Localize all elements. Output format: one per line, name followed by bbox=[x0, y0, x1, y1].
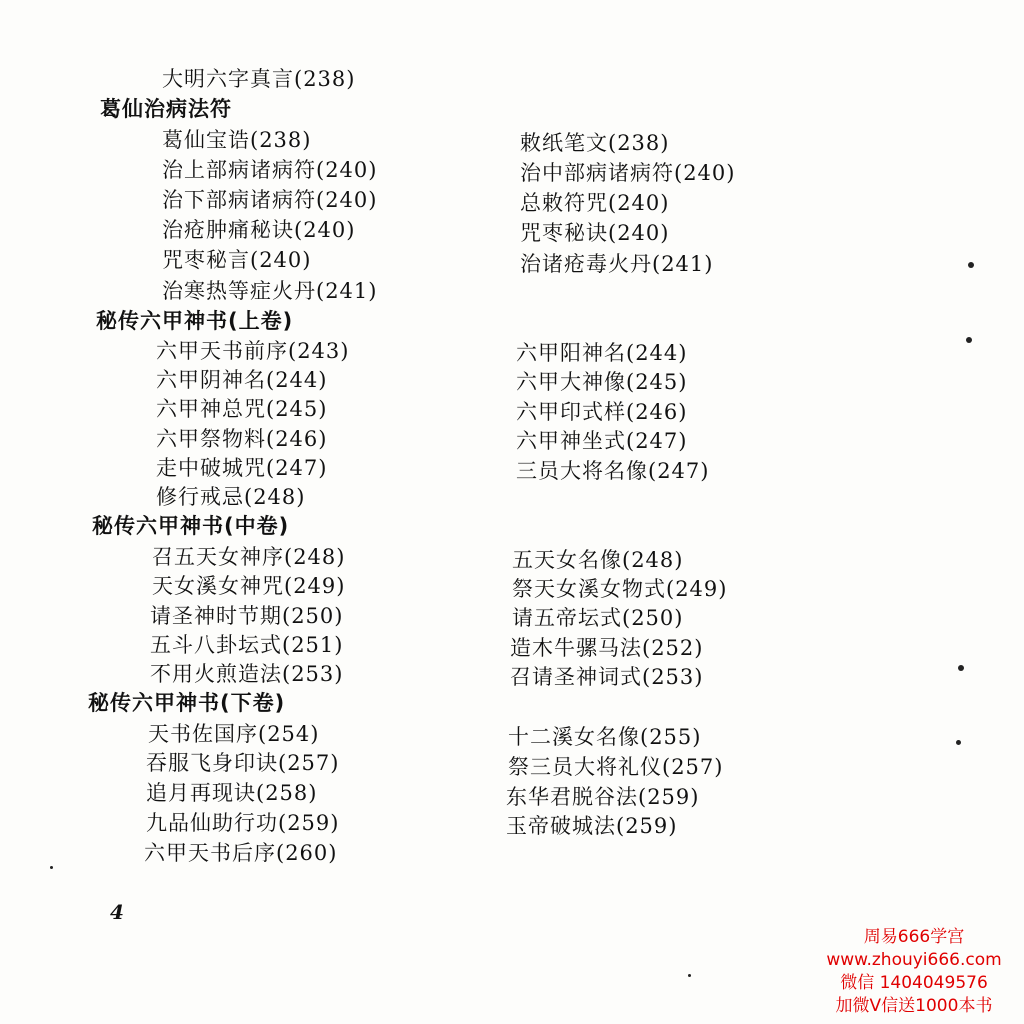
toc-entry: 治上部病诸病符(240) bbox=[162, 158, 378, 182]
watermark-line: 周易666学宫 bbox=[863, 927, 965, 947]
watermark-line: 加微V信送1000本书 bbox=[835, 996, 993, 1016]
toc-entry: 请五帝坛式(250) bbox=[512, 606, 684, 630]
toc-entry: 治中部病诸病符(240) bbox=[520, 161, 736, 185]
toc-entry: 修行戒忌(248) bbox=[156, 485, 306, 509]
toc-entry: 召请圣神词式(253) bbox=[510, 665, 704, 689]
watermark bbox=[814, 926, 1014, 1018]
toc-entry: 治下部病诸病符(240) bbox=[162, 188, 378, 212]
toc-entry: 葛仙宝诰(238) bbox=[162, 128, 312, 152]
toc-entry: 造木牛骡马法(252) bbox=[510, 636, 704, 660]
toc-entry: 五斗八卦坛式(251) bbox=[150, 633, 344, 657]
toc-entry: 六甲天书后序(260) bbox=[144, 841, 338, 865]
toc-entry: 六甲神坐式(247) bbox=[516, 429, 688, 453]
toc-entry: 治诸疮毒火丹(241) bbox=[520, 252, 714, 276]
toc-entry: 追月再现诀(258) bbox=[146, 781, 318, 805]
toc-entry: 十二溪女名像(255) bbox=[508, 725, 702, 749]
toc-entry: 六甲阴神名(244) bbox=[156, 368, 328, 392]
toc-entry: 走中破城咒(247) bbox=[156, 456, 328, 480]
scan-speck bbox=[50, 866, 53, 869]
toc-entry: 总敕符咒(240) bbox=[520, 191, 670, 215]
scan-speck bbox=[688, 974, 691, 977]
toc-entry: 九品仙助行功(259) bbox=[146, 811, 340, 835]
toc-entry: 六甲天书前序(243) bbox=[156, 339, 350, 363]
toc-entry: 请圣神时节期(250) bbox=[150, 604, 344, 628]
toc-entry: 咒枣秘诀(240) bbox=[520, 221, 670, 245]
toc-entry: 不用火煎造法(253) bbox=[150, 662, 344, 686]
section-heading: 秘传六甲神书(下卷) bbox=[88, 691, 286, 715]
scan-speck bbox=[956, 740, 961, 745]
toc-entry: 治疮肿痛秘诀(240) bbox=[162, 218, 356, 242]
toc-entry: 东华君脱谷法(259) bbox=[506, 785, 700, 809]
toc-entry: 六甲阳神名(244) bbox=[516, 341, 688, 365]
toc-entry: 召五天女神序(248) bbox=[152, 545, 346, 569]
scan-speck bbox=[966, 337, 972, 343]
toc-entry: 五天女名像(248) bbox=[512, 548, 684, 572]
toc-entry: 祭天女溪女物式(249) bbox=[512, 577, 728, 601]
toc-entry: 天书佐国序(254) bbox=[148, 722, 320, 746]
watermark-url: www.zhouyi666.com bbox=[826, 950, 1002, 970]
toc-entry: 玉帝破城法(259) bbox=[506, 814, 678, 838]
scan-speck bbox=[968, 262, 974, 268]
page-number: 4 bbox=[110, 900, 124, 924]
watermark-line: 微信 1404049576 bbox=[840, 973, 988, 993]
toc-entry: 大明六字真言(238) bbox=[162, 67, 356, 91]
toc-entry: 六甲印式样(246) bbox=[516, 400, 688, 424]
toc-entry: 吞服飞身印诀(257) bbox=[146, 751, 340, 775]
section-heading: 葛仙治病法符 bbox=[100, 97, 232, 121]
toc-entry: 六甲祭物料(246) bbox=[156, 427, 328, 451]
scan-speck bbox=[958, 665, 964, 671]
section-heading: 秘传六甲神书(上卷) bbox=[96, 309, 294, 333]
toc-entry: 敕纸笔文(238) bbox=[520, 131, 670, 155]
toc-entry: 治寒热等症火丹(241) bbox=[162, 279, 378, 303]
toc-entry: 六甲神总咒(245) bbox=[156, 397, 328, 421]
toc-entry: 三员大将名像(247) bbox=[516, 459, 710, 483]
toc-entry: 天女溪女神咒(249) bbox=[152, 574, 346, 598]
toc-entry: 咒枣秘言(240) bbox=[162, 248, 312, 272]
toc-entry: 祭三员大将礼仪(257) bbox=[508, 755, 724, 779]
toc-entry: 六甲大神像(245) bbox=[516, 370, 688, 394]
section-heading: 秘传六甲神书(中卷) bbox=[92, 514, 290, 538]
